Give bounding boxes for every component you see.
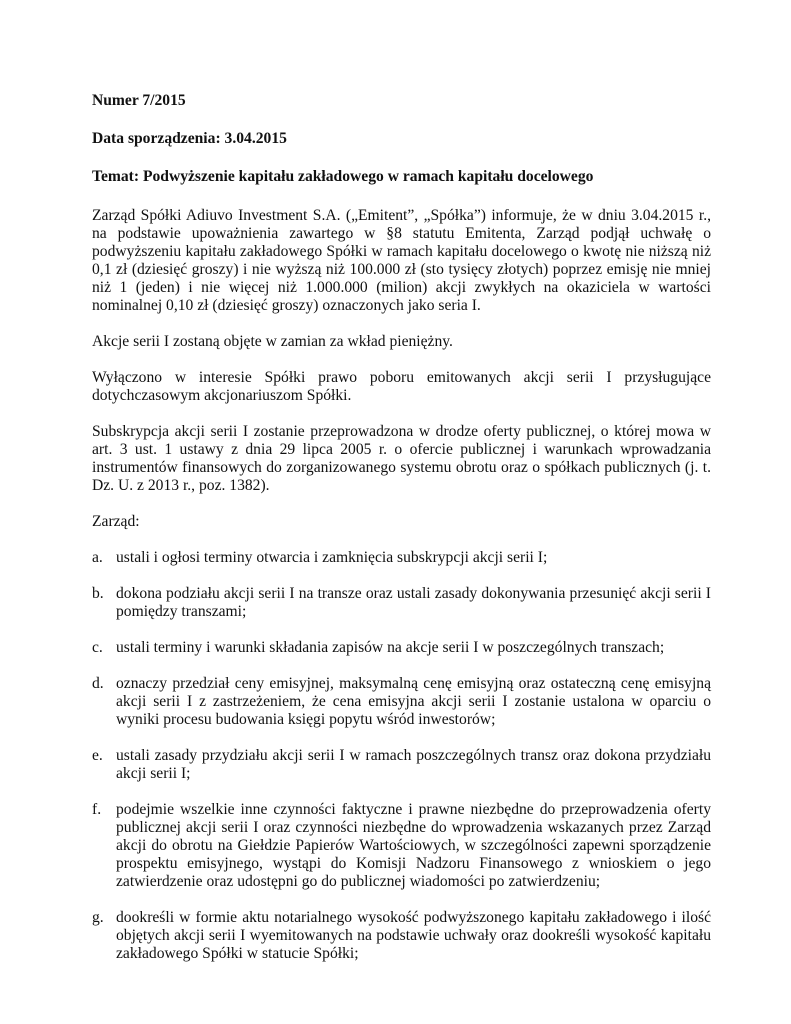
list-marker: e. xyxy=(92,747,103,764)
list-marker: a. xyxy=(92,549,103,566)
list-item xyxy=(92,585,711,621)
list-item xyxy=(92,747,711,783)
list-item xyxy=(92,909,711,963)
board-actions-list xyxy=(92,549,711,963)
list-item-text: ustali zasady przydziału akcji serii I w ramach poszczególnych transz oraz dokona przydziału akcji serii I; xyxy=(116,747,711,782)
list-marker: b. xyxy=(92,585,104,602)
paragraph-preemptive-rights: Wyłączono w interesie Spółki prawo poboru emitowanych akcji serii I przysługujące dotychczasowym akcjonariuszom Spółki. xyxy=(92,369,711,404)
paragraph-board-label: Zarząd: xyxy=(92,513,140,530)
list-item-text: dookreśli w formie aktu notarialnego wysokość podwyższonego kapitału zakładowego i ilość objętych akcji serii I wyemitowanych na podstawie uchwały oraz dookreśli wysokość kapitału zakładowego Spółki w statucie Spółki; xyxy=(116,909,711,962)
document-date: Data sporządzenia: 3.04.2015 xyxy=(92,130,287,147)
list-item xyxy=(92,801,711,891)
list-item xyxy=(92,675,711,729)
paragraph-contribution: Akcje serii I zostaną objęte w zamian za wkład pieniężny. xyxy=(92,333,453,350)
list-item-text: ustali terminy i warunki składania zapisów na akcje serii I w poszczególnych transzach; xyxy=(116,639,665,656)
document-number: Numer 7/2015 xyxy=(92,92,186,109)
paragraph-subscription: Subskrypcja akcji serii I zostanie przeprowadzona w drodze oferty publicznej, o której mowa w art. 3 ust. 1 ustawy z dnia 29 lipca 2005 r. o ofercie publicznej i warunkach wprowadzania instrumentów finansowych do zorganizowanego systemu obrotu oraz o spółkach publicznych (j. t. Dz. U. z 2013 r., poz. 1382). xyxy=(92,423,711,494)
list-item-text: ustali i ogłosi terminy otwarcia i zamknięcia subskrypcji akcji serii I; xyxy=(116,549,548,566)
list-marker: c. xyxy=(92,639,103,656)
list-item-text: podejmie wszelkie inne czynności faktyczne i prawne niezbędne do przeprowadzenia oferty publicznej akcji serii I oraz czynności niezbędne do wprowadzenia wskazanych przez Zarząd akcji do obrotu na Giełdzie Papierów Wartościowych, w szczególności zapewni sporządzenie prospektu emisyjnego, wystąpi do Komisji Nadzoru Finansowego z wnioskiem o jego zatwierdzenie oraz udostępni go do publicznej wiadomości po zatwierdzeniu; xyxy=(116,801,711,890)
list-item-text: oznaczy przedział ceny emisyjnej, maksymalną cenę emisyjną oraz ostateczną cenę emisyjną akcji serii I z zastrzeżeniem, że cena emisyjna akcji serii I zostanie ustalona w oparciu o wyniki procesu budowania księgi popytu wśród inwestorów; xyxy=(116,675,711,728)
list-item xyxy=(92,639,711,657)
list-marker: g. xyxy=(92,909,104,926)
list-marker: d. xyxy=(92,675,104,692)
document-subject: Temat: Podwyższenie kapitału zakładowego w ramach kapitału docelowego xyxy=(92,168,594,185)
list-item xyxy=(92,549,711,567)
paragraph-announcement: Zarząd Spółki Adiuvo Investment S.A. („Emitent”, „Spółka”) informuje, że w dniu 3.04.2015 r., na podstawie upoważnienia zawartego w §8 statutu Emitenta, Zarząd podjął uchwałę o podwyższeniu kapitału zakładowego Spółki w ramach kapitału docelowego o kwotę nie niższą niż 0,1 zł (dziesięć groszy) i nie wyższą niż 100.000 zł (sto tysięcy złotych) poprzez emisję nie mniej niż 1 (jeden) i nie więcej niż 1.000.000 (milion) akcji zwykłych na okaziciela w wartości nominalnej 0,10 zł (dziesięć groszy) oznaczonych jako seria I. xyxy=(92,207,711,314)
list-marker: f. xyxy=(92,801,102,818)
list-item-text: dokona podziału akcji serii I na transze oraz ustali zasady dokonywania przesunięć akcji serii I pomiędzy transzami; xyxy=(116,585,711,620)
